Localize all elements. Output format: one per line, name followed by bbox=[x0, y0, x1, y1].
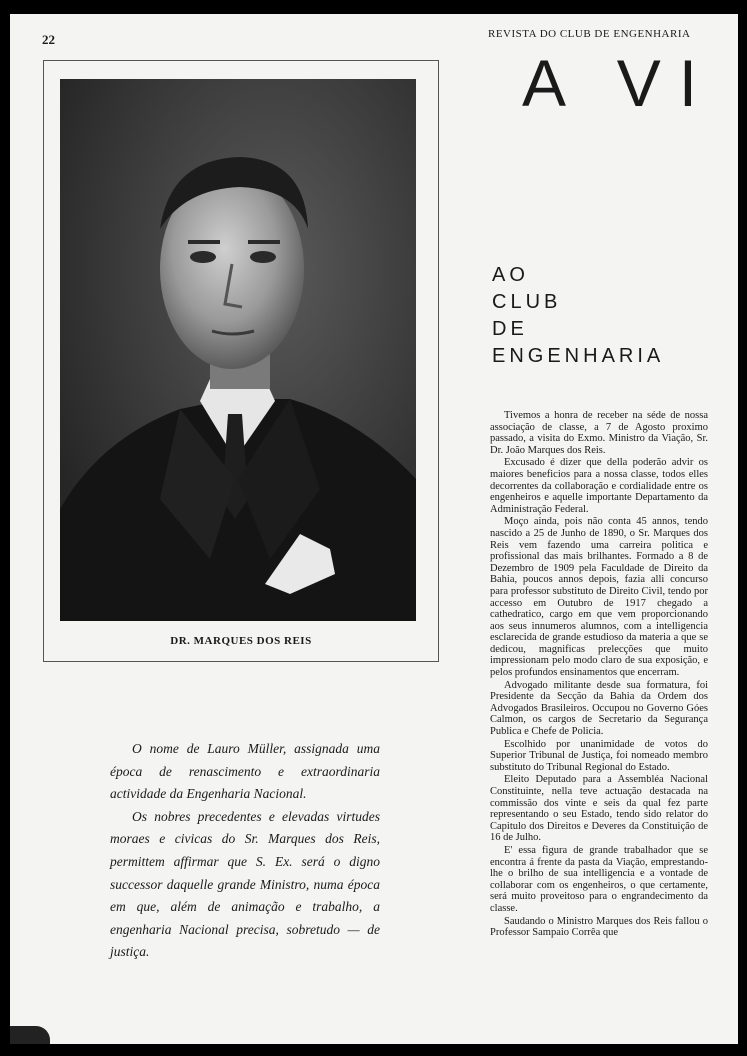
page-number: 22 bbox=[42, 32, 55, 47]
headline-line: ENGENHARIA bbox=[492, 345, 665, 367]
running-head: REVISTA DO CLUB DE ENGENHARIA bbox=[488, 28, 691, 40]
portrait-frame bbox=[43, 60, 439, 662]
pull-quote bbox=[110, 738, 380, 964]
body-paragraph: Moço ainda, pois não conta 45 annos, tendo nascido a 25 de Junho de 1890, o Sr. Marques dos Reis vem fazendo uma carreira politica e profissional das mais brilhantes. Formado a 8 de Dezembro de 1909 pela Faculdade de Direito da Bahia, poucos annos depois, fazia alli concurso para professor substituto de Direito Civil, tendo por accesso em Outubro de 1917 chegado a cathedratico, cargo em que vem proporcionando aos seus innumeros alumnos, com a intelligencia esclarecida de grande estudioso da materia a que se dedicou, magnificas prelecções que muito impressionam pelo modo claro de sua exposição, e pelos profundos ensinamentos que encerram. bbox=[490, 516, 708, 679]
portrait-photo bbox=[60, 79, 416, 621]
body-paragraph: E' essa figura de grande trabalhador que se encontra á frente da pasta da Viação, emprestando-lhe o brilho de sua intelligencia e a vontade de collaborar com os engenheiros, o que certamente, será muito proveitoso para o engrandecimento da classe. bbox=[490, 844, 708, 914]
article-body bbox=[490, 410, 708, 940]
body-paragraph: Tivemos a honra de receber na séde de nossa associação de classe, a 7 de Agosto proximo passado, a visita do Exmo. Ministro da Viação, Sr. Dr. João Marques dos Reis. bbox=[490, 410, 708, 456]
headline-line: DE bbox=[492, 318, 528, 340]
headline-line: AO bbox=[492, 264, 529, 286]
body-paragraph: Advogado militante desde sua formatura, foi Presidente da Secção da Bahia da Ordem dos Advogados Brasileiros. Occupou no Governo Góes Calmon, os cargos de Secretario da Segurança Publica e Chefe de Policia. bbox=[490, 679, 708, 738]
body-paragraph: Escolhido por unanimidade de votos do Superior Tribunal de Justiça, foi nomeado membro substituto do Tribunal Regional do Estado. bbox=[490, 738, 708, 773]
quote-paragraph: O nome de Lauro Müller, assignada uma época de renascimento e extraordinaria actividade da Engenharia Nacional. bbox=[110, 741, 380, 802]
article-headline bbox=[492, 262, 664, 370]
magazine-page bbox=[10, 14, 738, 1044]
body-paragraph: Saudando o Ministro Marques dos Reis fallou o Professor Sampaio Corrêa que bbox=[490, 915, 708, 939]
body-paragraph: Excusado é dizer que della poderão advir os maiores beneficios para a nossa classe, todos elles decorrentes da collaboração e cordialidade entre os engenheiros e aquelle importante Departamento da Administração Federal. bbox=[490, 457, 708, 515]
photo-caption: DR. MARQUES DOS REIS bbox=[170, 635, 312, 647]
scan-smudge bbox=[10, 1026, 50, 1044]
headline-line: CLUB bbox=[492, 291, 562, 313]
quote-paragraph: Os nobres precedentes e elevadas virtudes moraes e civicas do Sr. Marques dos Reis, permittem affirmar que S. Ex. será o digno successor daquelle grande Ministro, numa época em que, além de animação e trabalho, a engenharia Nacional precisa, sobretudo — de justiça. bbox=[110, 808, 380, 960]
body-paragraph: Eleito Deputado para a Assembléa Nacional Constituinte, nella teve actuação destacada na commissão dos vinte e seis da qual fez parte representando o seu Estado, tendo sido relator do Capitulo dos Direitos e Deveres da Constituição de 16 de Julho. bbox=[490, 774, 708, 844]
article-title: A VI bbox=[522, 46, 716, 120]
portrait-illustration bbox=[60, 79, 416, 621]
